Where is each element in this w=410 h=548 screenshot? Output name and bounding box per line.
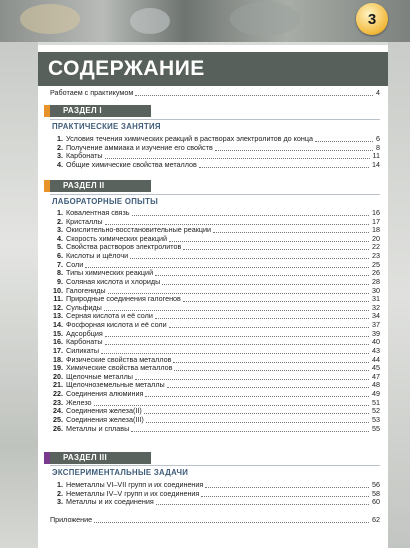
entry-page: 40 <box>372 337 380 346</box>
leader-dots <box>155 268 369 276</box>
entry-page: 48 <box>372 380 380 389</box>
entry-title: Соединения железа(III) <box>66 415 144 424</box>
leader-dots <box>146 415 369 423</box>
entry-number: 7. <box>57 260 63 269</box>
entry-page: 34 <box>372 311 380 320</box>
entry-title: Условия течения химических реакций в растворах электролитов до конца <box>66 134 313 143</box>
leader-dots <box>315 134 373 142</box>
entry-number: 11. <box>53 294 63 303</box>
leader-dots <box>94 515 369 523</box>
entry-number: 2. <box>57 143 63 152</box>
entry-title: Серная кислота и её соли <box>66 311 153 320</box>
toc-entry[interactable] <box>50 160 380 170</box>
entry-title: Соединения железа(II) <box>66 406 142 415</box>
entry-number: 3. <box>57 225 63 234</box>
entry-title: Металлы и сплавы <box>66 424 130 433</box>
entry-number: 18. <box>53 355 63 364</box>
entry-title: Соединения алюминия <box>66 389 144 398</box>
leader-dots <box>105 337 369 345</box>
leader-dots <box>135 372 369 380</box>
entry-number: 4. <box>57 234 63 243</box>
entry-title: Щелочные металлы <box>66 372 133 381</box>
section-label: РАЗДЕЛ III <box>50 452 151 464</box>
entry-title: Химические свойства металлов <box>66 363 173 372</box>
entry-page: 52 <box>372 406 380 415</box>
section-divider <box>50 119 380 120</box>
entry-title: Соляная кислота и хлориды <box>66 277 161 286</box>
entry-number: 3. <box>57 497 63 506</box>
entry-title: Типы химических реакций <box>66 268 154 277</box>
entry-title: Карбонаты <box>66 151 103 160</box>
entry-number: 1. <box>57 480 63 489</box>
leader-dots <box>183 294 369 302</box>
entry-number: 22. <box>53 389 63 398</box>
entry-title: Силикаты <box>66 346 100 355</box>
leader-dots <box>213 225 369 233</box>
leader-dots <box>169 320 369 328</box>
entry-page: 20 <box>372 234 380 243</box>
entry-title: Карбонаты <box>66 337 103 346</box>
entry-title: Сульфиды <box>66 303 102 312</box>
leader-dots <box>156 497 369 505</box>
entry-page: 44 <box>372 355 380 364</box>
entry-page: 30 <box>372 286 380 295</box>
leader-dots <box>108 286 369 294</box>
leader-dots <box>144 406 369 414</box>
entry-title: Ковалентная связь <box>66 208 130 217</box>
entry-title: Фосфорная кислота и её соли <box>66 320 167 329</box>
entry-number: 2. <box>57 217 63 226</box>
entry-title: Приложение <box>50 515 93 524</box>
entry-number: 4. <box>57 160 63 169</box>
title-bar <box>38 52 388 86</box>
decorative-right-margin <box>388 42 410 548</box>
section-heading: ЭКСПЕРИМЕНТАЛЬНЫЕ ЗАДАЧИ <box>52 468 189 477</box>
entry-page: 25 <box>372 260 380 269</box>
entry-page: 16 <box>372 208 380 217</box>
entry-page: 32 <box>372 303 380 312</box>
entry-page: 62 <box>372 515 380 524</box>
entry-title: Общие химические свойства металлов <box>66 160 197 169</box>
page-number-badge <box>356 3 388 35</box>
entry-title: Получение аммиака и изучение его свойств <box>66 143 213 152</box>
entry-page: 17 <box>372 217 380 226</box>
entry-title: Окислительно-восстановительные реакции <box>66 225 212 234</box>
section-label: РАЗДЕЛ I <box>50 105 151 117</box>
entry-page: 55 <box>372 424 380 433</box>
entry-number: 21. <box>53 380 63 389</box>
entry-title: Физические свойства металлов <box>66 355 172 364</box>
entry-page: 26 <box>372 268 380 277</box>
entry-number: 3. <box>57 151 63 160</box>
leader-dots <box>162 277 369 285</box>
leader-dots <box>132 208 369 216</box>
entry-page: 28 <box>372 277 380 286</box>
entry-page: 39 <box>372 329 380 338</box>
entry-page: 8 <box>376 143 380 152</box>
entry-title: Кислоты и щёлочи <box>66 251 129 260</box>
entry-page: 60 <box>372 497 380 506</box>
leader-dots <box>105 151 370 159</box>
entry-title: Скорость химических реакций <box>66 234 167 243</box>
entry-page: 31 <box>372 294 380 303</box>
leader-dots <box>105 217 369 225</box>
entry-title: Металлы и их соединения <box>66 497 154 506</box>
entry-page: 53 <box>372 415 380 424</box>
entry-title: Работаем с практикумом <box>50 88 134 97</box>
entry-title: Адсорбция <box>66 329 103 338</box>
entry-page: 11 <box>372 151 380 160</box>
entry-page: 18 <box>372 225 380 234</box>
leader-dots <box>169 234 369 242</box>
entry-number: 6. <box>57 251 63 260</box>
entry-number: 23. <box>53 398 63 407</box>
toc-entry[interactable] <box>50 88 380 98</box>
leader-dots <box>135 88 373 96</box>
leader-dots <box>201 489 369 497</box>
entry-number: 5. <box>57 242 63 251</box>
entry-number: 20. <box>53 372 63 381</box>
entry-title: Железо <box>66 398 92 407</box>
entry-page: 22 <box>372 242 380 251</box>
entry-number: 10. <box>53 286 63 295</box>
entry-number: 24. <box>53 406 63 415</box>
entry-number: 1. <box>57 208 63 217</box>
section-label: РАЗДЕЛ II <box>50 180 151 192</box>
entry-page: 37 <box>372 320 380 329</box>
entry-page: 56 <box>372 480 380 489</box>
entry-number: 19. <box>53 363 63 372</box>
entry-page: 4 <box>376 88 380 97</box>
section-divider <box>50 194 380 195</box>
leader-dots <box>167 380 369 388</box>
decorative-header-banner <box>0 0 410 42</box>
entry-number: 9. <box>57 277 63 286</box>
entry-title: Кристаллы <box>66 217 103 226</box>
entry-page: 58 <box>372 489 380 498</box>
entry-number: 16. <box>53 337 63 346</box>
entry-number: 8. <box>57 268 63 277</box>
section-divider <box>50 465 380 466</box>
decorative-left-margin <box>0 42 38 548</box>
leader-dots <box>131 424 369 432</box>
entry-page: 47 <box>372 372 380 381</box>
leader-dots <box>130 251 369 259</box>
page-number: 3 <box>367 10 377 28</box>
toc-entry[interactable] <box>50 515 380 525</box>
entry-title: Щелочноземельные металлы <box>66 380 165 389</box>
entry-title: Неметаллы IV–V групп и их соединения <box>66 489 200 498</box>
leader-dots <box>85 260 369 268</box>
entry-title: Галогениды <box>66 286 106 295</box>
entry-page: 43 <box>372 346 380 355</box>
entry-title: Соли <box>66 260 84 269</box>
entry-title: Свойства растворов электролитов <box>66 242 182 251</box>
leader-dots <box>199 160 369 168</box>
leader-dots <box>94 398 369 406</box>
entry-number: 13. <box>53 311 63 320</box>
entry-number: 17. <box>53 346 63 355</box>
entry-page: 49 <box>372 389 380 398</box>
entry-page: 14 <box>372 160 380 169</box>
entry-page: 6 <box>376 134 380 143</box>
entry-page: 23 <box>372 251 380 260</box>
entry-title: Природные соединения галогенов <box>66 294 181 303</box>
leader-dots <box>101 346 369 354</box>
toc-entry[interactable] <box>50 424 380 434</box>
entry-number: 26. <box>53 424 63 433</box>
entry-number: 15. <box>53 329 63 338</box>
page-title: СОДЕРЖАНИЕ <box>48 57 205 80</box>
entry-page: 45 <box>372 363 380 372</box>
entry-number: 12. <box>53 303 63 312</box>
entry-number: 1. <box>57 134 63 143</box>
entry-number: 14. <box>53 320 63 329</box>
entry-title: Неметаллы VI–VII групп и их соединения <box>66 480 204 489</box>
leader-dots <box>174 363 369 371</box>
leader-dots <box>205 480 369 488</box>
section-heading: ЛАБОРАТОРНЫЕ ОПЫТЫ <box>52 197 159 206</box>
entry-number: 25. <box>53 415 63 424</box>
entry-number: 2. <box>57 489 63 498</box>
leader-dots <box>105 329 369 337</box>
leader-dots <box>183 242 369 250</box>
leader-dots <box>155 311 369 319</box>
toc-entry[interactable] <box>50 497 380 507</box>
leader-dots <box>145 389 369 397</box>
leader-dots <box>104 303 369 311</box>
entry-page: 51 <box>372 398 380 407</box>
leader-dots <box>173 355 369 363</box>
section-heading: ПРАКТИЧЕСКИЕ ЗАНЯТИЯ <box>52 122 161 131</box>
leader-dots <box>215 143 373 151</box>
